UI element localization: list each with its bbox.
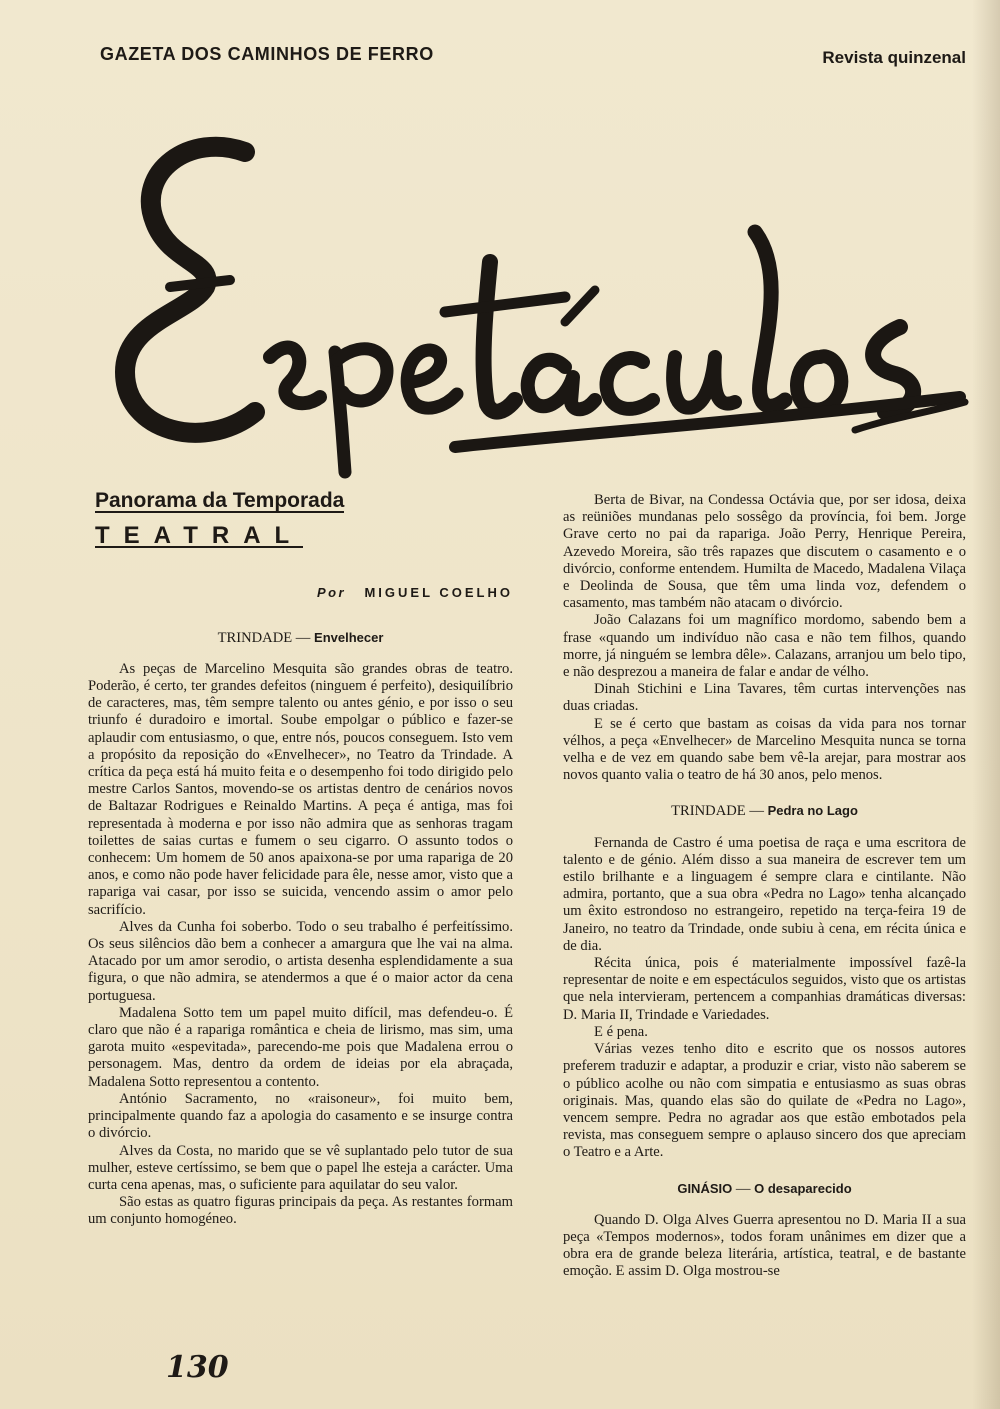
article-kicker: Panorama da Temporada — [95, 489, 345, 512]
venue-name: TRINDADE — [217, 629, 293, 646]
play-title: O desaparecido — [754, 1180, 852, 1196]
paragraph: São estas as quatro figuras principais da peça. As restantes formam um conjunto homogéneo. — [88, 1194, 513, 1228]
paragraph: João Calazans foi um magnífico mordomo, sabendo bem a frase «quando um indivíduo não casa e não tem filhos, quando morre, já ninguém se lembra dêle». Calazans, arranjou um belo tipo, e não desprezou a maneira de falar e andar de vélho. — [563, 612, 966, 681]
paragraph: E se é certo que bastam as coisas da vida para nos tornar vélhos, a peça «Envelhecer» de Marcelino Mesquita nunca se torna velha e de vez em quando sabe bem vê-la arejar, para mostrar aos novos quanto valia o teatro de há 30 anos, pelo menos. — [563, 715, 966, 784]
byline-prefix: Por — [316, 585, 347, 601]
paragraph: Várias vezes tenho dito e escrito que os nossos autores preferem traduzir e adaptar, a produzir e criar, visto não saberem se o público acolhe ou não com simpatia e entusiasmo as suas obras originais. Mas, quando elas são do quilate de «Pedra no Lago», vencem sempre. Pedra no agradar aos que estão embotados pela revista, mas conseguem sempre o aplauso sincero dos que apreciam o Teatro e a Arte. — [563, 1041, 966, 1161]
section-heading-o-desaparecido: GINÁSIO — O desaparecido — [677, 1180, 852, 1197]
column-right — [563, 492, 966, 1281]
venue-name: TRINDADE — [671, 803, 746, 820]
periodicity-label: Revista quinzenal — [822, 48, 966, 67]
paragraph: Récita única, pois é materialmente impossível fazê-la representar de noite e em espectáculos seguidos, visto que os artistas que nela intervieram, pertencem a companhias dramáticas diversas: D. Maria II, Trindade e Variedades. — [563, 955, 966, 1023]
play-title: Pedra no Lago — [767, 803, 858, 819]
column-left — [88, 489, 513, 1229]
venue-name: GINÁSIO — [677, 1180, 733, 1196]
paragraph: Dinah Stichini e Lina Tavares, têm curtas intervenções nas duas criadas. — [563, 681, 966, 715]
page-edge-shadow — [972, 0, 1000, 1409]
article-subtitle: TEATRAL — [95, 522, 304, 550]
section-heading-pedra-no-lago: TRINDADE — Pedra no Lago — [671, 803, 858, 820]
paragraph: As peças de Marcelino Mesquita são grandes obras de teatro. Poderão, é certo, ter grandes defeitos (ninguem é perfeito), desiquilíbrio de caracteres, mas, têm sempre talento ou antes génio, e por isso o seu triunfo é duradoiro e imortal. Soube empolgar o público e fazer-se aplaudir com entusiasmo, o que, entre nós, poucos conseguem. Isto vem a propósito da reposição do «Envelhecer», no Teatro da Trindade. A crítica da peça está há muito feita e o desempenho foi todo dirigido pelo mestre Carlos Santos, movendo-se os artistas dentro de cenários novos de Baltazar Rodrigues e Reinaldo Martins. A peça é antiga, mas foi representada à moderna e por isso não admira que as senhoras tragam toilettes de saias curtas e fumem o seu cigarro. O assunto todos o conhecem: Um homem de 50 anos apaixona-se por uma rapariga de 20 anos, e como não pode haver felicidade para êle, nesse amor, visto que a rapariga vai casar, por isso se suicida, vencendo assim o amor pelo sacrifício. — [88, 660, 513, 918]
play-title: Envelhecer — [314, 629, 384, 645]
author-name: MIGUEL COELHO — [364, 585, 513, 601]
section-title-lettering — [95, 112, 975, 487]
paragraph: Alves da Costa, no marido que se vê suplantado pelo tutor de sua mulher, esteve certíssimo, se bem que o papel lhe esteja a carácter. Uma curta cena apenas, mas, o suficiente para aquilatar do seu valor. — [88, 1142, 513, 1193]
paragraph: E é pena. — [594, 1023, 648, 1040]
paragraph: Alves da Cunha foi soberbo. Todo o seu trabalho é perfeitíssimo. Os seus silêncios dão bem a conhecer a amargura que lhe vai na alma. Atacado por um amor serodio, o artista desenha esplendidamente a sua figura, o que não admira, se atendermos a que é o maior actor da cena portuguesa. — [88, 918, 513, 1004]
paragraph: Quando D. Olga Alves Guerra apresentou no D. Maria II a sua peça «Tempos modernos», todos foram unânimes em dizer que a obra era de grande beleza literária, artística, teatral, e de bastante emoção. E assim D. Olga mostrou-se — [563, 1211, 966, 1280]
publication-name: GAZETA DOS CAMINHOS DE FERRO — [100, 44, 434, 64]
paragraph: Fernanda de Castro é uma poetisa de raça e uma escritora de talento e de génio. Além disso a sua maneira de escrever tem um estilo brilhante e a linguagem é sempre clara e cintilante. Não admira, portanto, que a sua obra «Pedra no Lago» tenha alcançado um êxito estrondoso no estrangeiro, repetido na terça-feira 19 de Janeiro, no teatro da Trindade, onde subiu à cena, em récita única e de dia. — [563, 834, 966, 954]
section-heading-envelhecer: TRINDADE — Envelhecer — [217, 629, 384, 646]
page-number: 130 — [166, 1350, 229, 1385]
paragraph: Berta de Bivar, na Condessa Octávia que, por ser idosa, deixa as reüniões mundanas pelo sossêgo da província, foi bem. Jorge Grave certo no pai da rapariga. João Perry, Henrique Pereira, Azevedo Moreira, são três rapazes que discutem o casamento e o divórcio, conforme entendem. Humilta de Macedo, Madalena Vilaça e Deolinda de Sousa, que têm uma linda voz, defendem o casamento, mas também não atacam o divórcio. — [563, 492, 966, 612]
paragraph: António Sacramento, no «raisoneur», foi muito bem, principalmente quando faz a apologia do casamento e se insurge contra o divórcio. — [88, 1090, 513, 1142]
byline — [88, 584, 513, 601]
paragraph: Madalena Sotto tem um papel muito difícil, mas defendeu-o. É claro que não é a rapariga romântica e cheia de lirismo, mas sim, uma garota muito «espevitada», parecendo-me pois que Madalena errou o personagem. Mas, dentro da ordem de ideias por ela abraçada, Madalena Sotto representou a contento. — [88, 1004, 513, 1090]
